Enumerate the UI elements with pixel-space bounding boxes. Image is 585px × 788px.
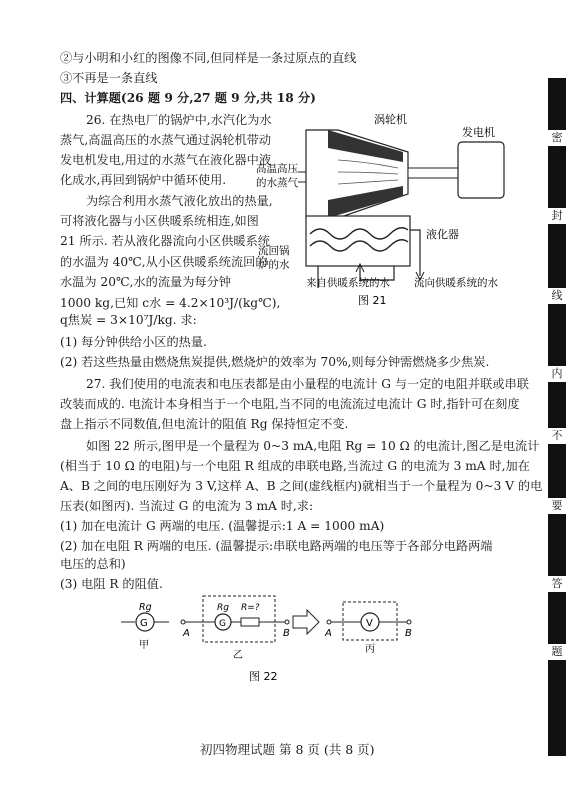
resistor-r [241, 618, 259, 626]
question-27-part-2: (2) 加在电阻 R 两端的电压. (温馨提示:串联电路两端的电压等于各部分电路两端 [60, 539, 493, 553]
text-line: 21 所示. 若从液化器流向小区供暖系统 [60, 234, 270, 248]
question-27-part-3: (3) 电阻 R 的阻值. [60, 577, 163, 591]
steam-label-1: 高温高压 [256, 163, 298, 175]
question-26-part-2: (2) 若这些热量由燃烧焦炭提供,燃烧炉的效率为 70%,则每分钟需燃烧多少焦炭. [60, 355, 490, 369]
text-line: A、B 之间的电压刚好为 3 V,这样 A、B 之间(虚线框内)就相当于一个量程为 0~3 V 的电 [60, 479, 543, 493]
seal-char: 题 [548, 644, 566, 660]
return-water-label-1: 流回锅 [258, 245, 290, 257]
question-26-text: 26. 在热电厂的锅炉中,水汽化为水 [86, 113, 272, 127]
text-line: q焦炭 = 3×10⁷J/kg. 求: [60, 313, 197, 327]
generator-label: 发电机 [462, 126, 495, 139]
yi-label: 乙 [233, 650, 243, 661]
text-line: 为综合利用水蒸气液化放出的热量, [86, 194, 273, 208]
turbine-shaft [408, 168, 458, 178]
rg-label-yi: Rg [217, 603, 229, 613]
figure-21-caption: 图 21 [358, 294, 387, 307]
section-heading: 四、计算题(26 题 9 分,27 题 9 分,共 18 分) [60, 91, 316, 105]
text-line: ②与小明和小红的图像不同,但同样是一条过原点的直线 [60, 51, 357, 65]
figure-21-diagram [256, 112, 516, 308]
text-line: 可将液化器与小区供暖系统相连,如图 [60, 214, 259, 228]
dashed-box-yi [203, 596, 275, 642]
seal-char: 答 [548, 576, 566, 592]
figure-22-caption: 图 22 [249, 670, 278, 683]
text-line: 1000 kg,已知 c水 = 4.2×10³J/(kg℃), [60, 296, 281, 310]
g-symbol-jia: G [140, 618, 148, 629]
generator-box [458, 142, 504, 198]
seal-char: 线 [548, 288, 566, 304]
text-line: 改装而成的. 电流计本身相当于一个电阻,当不同的电流流过电流计 G 时,指针可在刻度 [60, 397, 520, 411]
v-symbol-bing: V [366, 618, 373, 629]
seal-char: 要 [548, 498, 566, 514]
a-terminal-yi: A [183, 628, 190, 639]
bing-label: 丙 [365, 644, 375, 655]
question-27-part-1: (1) 加在电流计 G 两端的电压. (温馨提示:1 A = 1000 mA) [60, 519, 385, 533]
text-line: 水温为 20℃,水的流量为每分钟 [60, 275, 231, 289]
figure-22-diagram [115, 586, 425, 686]
jia-label: 甲 [139, 640, 149, 651]
text-line: 电压的总和) [60, 557, 126, 571]
turbine-label: 涡轮机 [374, 113, 407, 126]
to-heating-label: 流向供暖系统的水 [414, 277, 498, 289]
rg-label-jia: Rg [139, 602, 152, 613]
seal-char: 不 [548, 428, 566, 444]
seal-char: 封 [548, 208, 566, 224]
page-footer: 初四物理试题 第 8 页 (共 8 页) [200, 742, 375, 757]
seal-line-strip [548, 78, 566, 756]
text-line: (相当于 10 Ω 的电阻)与一个电阻 R 组成的串联电路,当流过 G 的电流为 3 mA 时,加在 [60, 459, 530, 473]
from-heating-label: 来自供暖系统的水 [306, 277, 390, 289]
return-water-label-2: 炉的水 [258, 259, 290, 271]
text-line: 盘上指示不同数值,但电流计的阻值 Rg 保持恒定不变. [60, 417, 349, 431]
b-terminal-bing: B [405, 628, 412, 639]
text-line: 如图 22 所示,图甲是一个量程为 0~3 mA,电阻 Rg = 10 Ω 的电流计,图乙是电流计 [86, 439, 540, 453]
seal-char: 密 [548, 130, 566, 146]
a-terminal-bing: A [325, 628, 332, 639]
outflow-pipe [410, 230, 420, 276]
text-line: ③不再是一条直线 [60, 71, 158, 85]
question-27-text: 27. 我们使用的电流表和电压表都是由小量程的电流计 G 与一定的电阻并联或串联 [86, 377, 529, 391]
text-line: 的水温为 40℃,从小区供暖系统流回的 [60, 255, 268, 269]
g-symbol-yi: G [219, 619, 226, 629]
seal-char: 内 [548, 366, 566, 382]
text-line: 发电机发电,用过的水蒸气在液化器中液 [60, 153, 272, 167]
text-line: 化成水,再回到锅炉中循环使用. [60, 173, 227, 187]
transform-arrow [293, 610, 319, 634]
text-line: 蒸气,高温高压的水蒸气通过涡轮机带动 [60, 133, 272, 147]
r-label: R=? [241, 603, 260, 613]
b-terminal-yi: B [283, 628, 290, 639]
steam-label-2: 的水蒸气 [256, 177, 298, 189]
text-line: 压表(如图丙). 当流过 G 的电流为 3 mA 时,求: [60, 499, 314, 513]
condenser-label: 液化器 [426, 228, 459, 241]
question-26-part-1: (1) 每分钟供给小区的热量. [60, 335, 207, 349]
